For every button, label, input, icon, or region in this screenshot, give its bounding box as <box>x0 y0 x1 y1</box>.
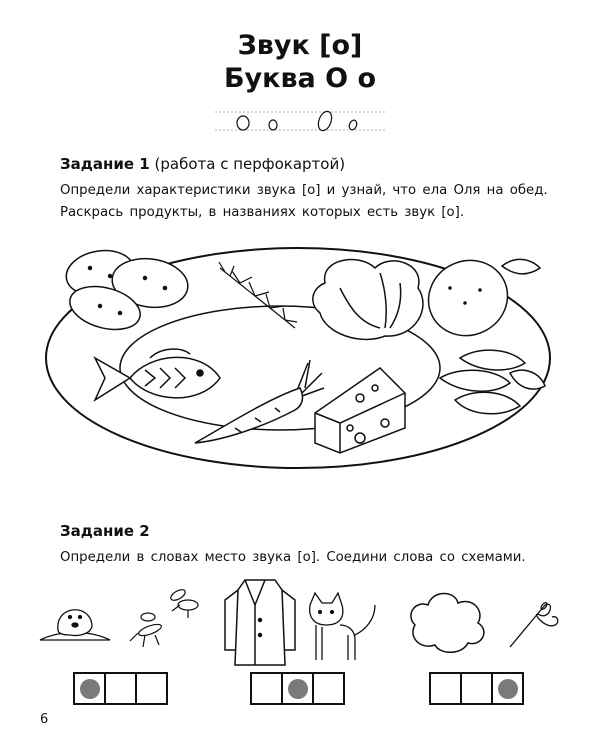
scheme-cell <box>491 672 524 705</box>
cabbage-icon <box>313 260 423 340</box>
cat-icon <box>310 593 375 660</box>
scheme-cell <box>73 672 106 705</box>
scheme-cell <box>250 672 283 705</box>
task2-text: Определи в словах место звука [о]. Соедини слова со схемами. <box>60 550 526 565</box>
sound-dot-icon <box>288 679 308 699</box>
scheme-3 <box>429 672 524 706</box>
task1-note: (работа с перфокартой) <box>154 155 346 173</box>
task2-header <box>60 522 150 540</box>
scheme-cell <box>460 672 493 705</box>
task1-label: Задание 1 <box>60 155 150 173</box>
scheme-cell <box>312 672 345 705</box>
letter-writing-sample <box>215 102 385 137</box>
task2-label: Задание 2 <box>60 522 150 540</box>
title-sound: Звук [о] <box>237 30 363 61</box>
scheme-cell <box>281 672 314 705</box>
page-number: 6 <box>40 712 49 727</box>
sound-dot-icon <box>80 679 100 699</box>
mosquito-icon <box>130 613 163 647</box>
coat-icon <box>225 580 295 665</box>
scheme-cell <box>135 672 168 705</box>
scheme-1 <box>73 672 168 706</box>
cloud-icon <box>411 593 484 652</box>
task2-pictures <box>30 575 570 670</box>
scheme-cell <box>429 672 462 705</box>
scheme-2 <box>250 672 345 706</box>
sound-dot-icon <box>498 679 518 699</box>
scheme-cell <box>104 672 137 705</box>
task1-header <box>60 155 345 173</box>
needle-icon <box>510 602 558 647</box>
wasp-icon <box>169 588 198 618</box>
title-letter: Буква О о <box>223 63 377 94</box>
food-plate <box>40 228 560 488</box>
task1-text: Определи характеристики звука [о] и узнай, что ела Оля на обед. Раскрась продукты, в названиях которых есть звук [о]. <box>60 183 548 220</box>
mole-icon <box>40 610 110 640</box>
